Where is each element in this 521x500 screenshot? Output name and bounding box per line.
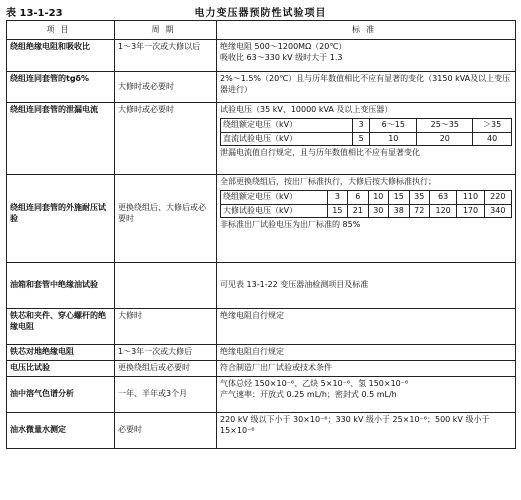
sub-cell: 大修试验电压（kV） — [221, 204, 328, 218]
table-number: 表 13-1-23 — [6, 8, 63, 19]
sub-cell: 21 — [348, 204, 368, 218]
item-cell: 铁芯对地绝缘电阻 — [7, 345, 115, 361]
standard-intro: 全部更换绕组后，按出厂标准执行，大修后按大修标准执行； — [220, 177, 436, 186]
sub-cell: 10 — [370, 132, 417, 146]
header-standard: 标准 — [217, 21, 516, 40]
standard-note: 非标准出厂试验电压为出厂标准的 85% — [220, 220, 361, 230]
cycle-cell — [115, 263, 217, 309]
test-items-table — [6, 20, 516, 449]
sub-row — [221, 118, 512, 132]
table-row — [7, 345, 516, 361]
sub-cell: 25～35 — [417, 118, 473, 132]
cycle-cell: 大修时 — [115, 309, 217, 345]
sub-cell: 绕组额定电压（kV） — [221, 118, 353, 132]
standard-cell — [217, 72, 516, 103]
sub-cell: 15 — [389, 190, 409, 204]
standard-line: 绝缘电阻 500～1200MΩ（20℃） — [220, 42, 347, 51]
sub-cell: 30 — [368, 204, 388, 218]
sub-row — [221, 190, 512, 204]
standard-line: 符合制造厂出厂试验或技术条件 — [220, 363, 332, 372]
item-cell: 电压比试验 — [7, 361, 115, 377]
item-cell: 绕组绝缘电阻和吸收比 — [7, 40, 115, 72]
sub-cell: 6 — [348, 190, 368, 204]
sub-cell: 20 — [417, 132, 473, 146]
standard-cell — [217, 345, 516, 361]
item-cell: 铁芯和夹件、穿心螺杆的绝缘电阻 — [7, 309, 115, 345]
sub-cell: 15 — [327, 204, 347, 218]
standard-line: 吸收比 63～330 kV 级时大于 1.3 — [220, 52, 343, 62]
withstand-voltage-table — [220, 190, 512, 219]
cycle-cell: 更换绕组后、大修后或必要时 — [115, 175, 217, 263]
standard-line: 220 kV 级以下小于 30×10⁻⁶；330 kV 级小于 25×10⁻⁶；500 kV 级小于 15×10⁻⁶ — [220, 415, 490, 435]
sub-cell: 170 — [457, 204, 484, 218]
item-cell: 油中溶气色谱分析 — [7, 377, 115, 413]
standard-line: 绝缘电阻自行规定 — [220, 311, 284, 320]
cycle-cell: 更换绕组后或必要时 — [115, 361, 217, 377]
cycle-cell: 大修时或必要时 — [115, 103, 217, 175]
header-row — [7, 21, 516, 40]
standard-cell — [217, 40, 516, 72]
sub-cell: ＞35 — [473, 118, 512, 132]
sub-row — [221, 204, 512, 218]
sub-cell: 6～15 — [370, 118, 417, 132]
sub-cell: 38 — [389, 204, 409, 218]
table-row — [7, 309, 516, 345]
sub-cell: 绕组额定电压（kV） — [221, 190, 328, 204]
sub-cell: 3 — [353, 118, 370, 132]
standard-line: 气体总烃 150×10⁻⁶、乙炔 5×10⁻⁶、氢 150×10⁻⁶ — [220, 379, 409, 388]
table-title: 电力变压器预防性试验项目 — [194, 8, 327, 19]
standard-cell — [217, 309, 516, 345]
item-cell: 油水微量水测定 — [7, 413, 115, 449]
sub-cell: 3 — [327, 190, 347, 204]
standard-note: 泄漏电流值自行规定，且与历年数值相比不应有显著变化 — [220, 148, 420, 158]
table-row — [7, 413, 516, 449]
leakage-voltage-table — [220, 118, 512, 147]
table-row — [7, 72, 516, 103]
header-cycle: 周期 — [115, 21, 217, 40]
cycle-cell: 一年、半年或3个月 — [115, 377, 217, 413]
standard-line: 产气速率：开放式 0.25 mL/h；密封式 0.5 mL/h — [220, 389, 397, 399]
sub-cell: 110 — [457, 190, 484, 204]
sub-cell: 10 — [368, 190, 388, 204]
standard-line: 2%～1.5%（20℃）且与历年数值相比不应有显著的变化（3150 kVA及以上变压器进行） — [220, 74, 511, 94]
table-row — [7, 175, 516, 263]
sub-cell: 220 — [484, 190, 511, 204]
table-row — [7, 263, 516, 309]
cycle-cell: 1～3年一次或大修以后 — [115, 40, 217, 72]
sub-cell: 40 — [473, 132, 512, 146]
sub-row — [221, 132, 512, 146]
table-row — [7, 361, 516, 377]
table-row — [7, 377, 516, 413]
table-row — [7, 40, 516, 72]
sub-cell: 120 — [429, 204, 456, 218]
cycle-cell: 1～3年一次或大修后 — [115, 345, 217, 361]
item-cell: 油箱和套管中绝缘油试验 — [7, 263, 115, 309]
standard-line: 绝缘电阻自行规定 — [220, 347, 284, 356]
header-item: 项目 — [7, 21, 115, 40]
table-row — [7, 103, 516, 175]
sub-cell: 72 — [409, 204, 429, 218]
standard-cell — [217, 377, 516, 413]
standard-cell — [217, 361, 516, 377]
sub-cell: 35 — [409, 190, 429, 204]
standard-cell — [217, 263, 516, 309]
standard-intro: 试验电压（35 kV、10000 kVA 及以上变压器） — [220, 105, 393, 114]
item-cell: 绕组连同套管的泄漏电流 — [7, 103, 115, 175]
table-caption — [6, 4, 515, 18]
cycle-cell: 大修时或必要时 — [115, 72, 217, 103]
sub-cell: 340 — [484, 204, 511, 218]
sub-cell: 直流试验电压（kV） — [221, 132, 353, 146]
standard-cell — [217, 413, 516, 449]
sub-cell: 5 — [353, 132, 370, 146]
item-cell: 绕组连同套管的外施耐压试验 — [7, 175, 115, 263]
standard-line: 可见表 13-1-22 变压器油检测项目及标准 — [220, 280, 369, 290]
standard-cell — [217, 103, 516, 175]
sub-cell: 63 — [429, 190, 456, 204]
cycle-cell: 必要时 — [115, 413, 217, 449]
standard-cell — [217, 175, 516, 263]
item-cell: 绕组连同套管的tgδ% — [7, 72, 115, 103]
